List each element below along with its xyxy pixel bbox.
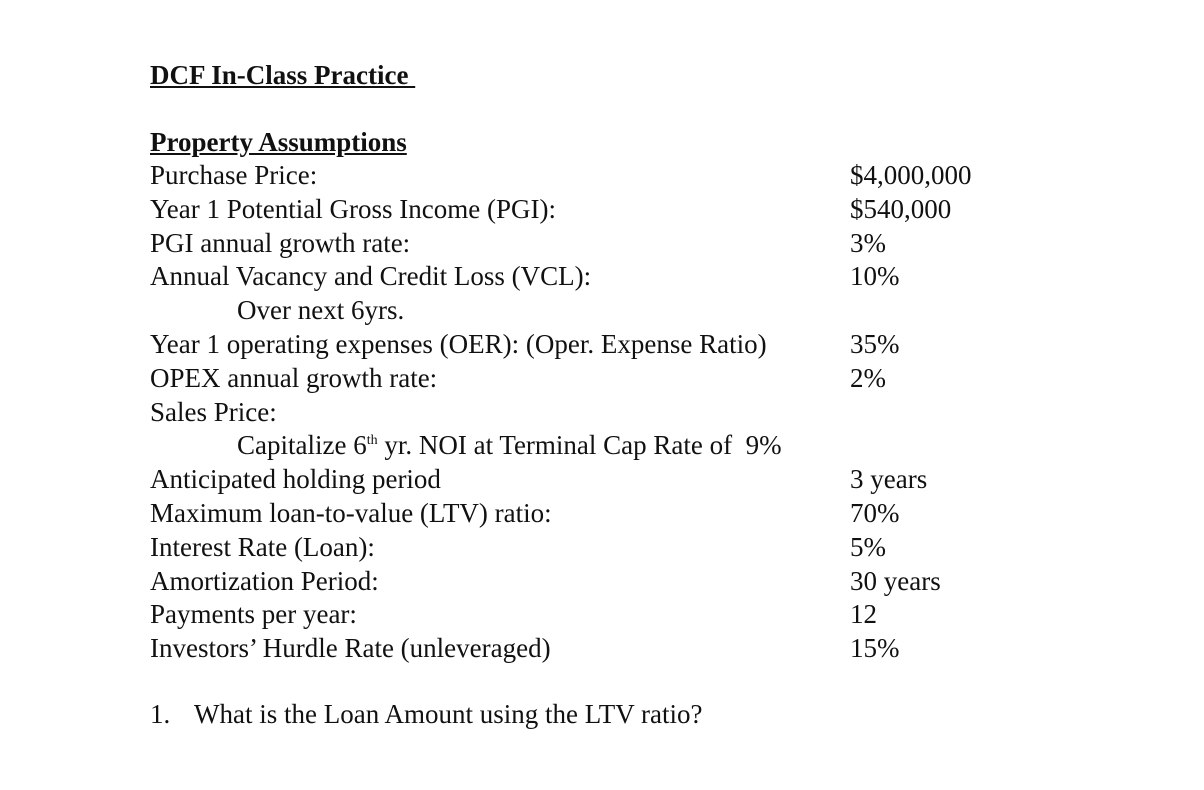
assumption-row xyxy=(150,632,1050,666)
assumption-row xyxy=(150,328,1050,362)
assumption-row xyxy=(150,193,1050,227)
section-heading: Property Assumptions xyxy=(150,127,407,157)
assumption-value: 30 years xyxy=(850,565,941,596)
assumption-row xyxy=(150,565,1050,599)
assumption-value: 15% xyxy=(850,633,900,664)
assumption-label: Maximum loan-to-value (LTV) ratio: xyxy=(150,497,552,528)
assumption-label: Sales Price: xyxy=(150,396,277,427)
assumption-label: Year 1 Potential Gross Income (PGI): xyxy=(150,193,556,224)
assumption-value: $540,000 xyxy=(850,193,952,224)
note-superscript: th xyxy=(366,433,378,449)
assumption-label: Anticipated holding period xyxy=(150,464,441,495)
assumption-label: Payments per year: xyxy=(150,599,357,630)
assumption-value: $4,000,000 xyxy=(850,160,972,190)
assumption-note: Over next 6yrs. xyxy=(237,295,405,326)
assumption-row-note xyxy=(150,429,1050,463)
assumption-row xyxy=(150,396,1050,430)
assumption-value: 5% xyxy=(850,531,886,562)
question-item xyxy=(150,697,702,731)
question-number: 1. xyxy=(150,699,171,729)
assumption-row xyxy=(150,159,1050,193)
assumption-row xyxy=(150,531,1050,565)
assumption-value: 3% xyxy=(850,227,886,258)
assumption-label: PGI annual growth rate: xyxy=(150,227,411,258)
assumption-value: 2% xyxy=(850,362,886,393)
question-text: What is the Loan Amount using the LTV ratio? xyxy=(194,699,703,729)
assumption-row xyxy=(150,497,1050,531)
assumption-label: Year 1 operating expenses (OER): (Oper. Expense Ratio) xyxy=(150,328,767,359)
assumption-label: Annual Vacancy and Credit Loss (VCL): xyxy=(150,261,592,292)
assumption-note xyxy=(237,429,782,463)
assumption-label: Interest Rate (Loan): xyxy=(150,531,375,562)
assumption-label: Purchase Price: xyxy=(150,160,318,190)
assumption-row xyxy=(150,463,1050,497)
assumption-value: 35% xyxy=(850,328,900,359)
assumption-label: Investors’ Hurdle Rate (unleveraged) xyxy=(150,633,551,664)
assumption-label: Amortization Period: xyxy=(150,565,379,596)
assumption-value: 3 years xyxy=(850,464,928,495)
assumption-row xyxy=(150,598,1050,632)
assumption-row xyxy=(150,362,1050,396)
note-suffix: yr. NOI at Terminal Cap Rate of 9% xyxy=(377,430,782,461)
document-title: DCF In-Class Practice xyxy=(150,60,416,90)
assumption-value: 70% xyxy=(850,497,900,528)
assumption-value: 10% xyxy=(850,261,900,292)
assumption-label: OPEX annual growth rate: xyxy=(150,362,438,393)
assumption-row xyxy=(150,227,1050,261)
assumption-row xyxy=(150,260,1050,294)
assumption-value: 12 xyxy=(850,599,877,630)
assumptions-list xyxy=(150,159,1050,666)
note-prefix: Capitalize 6 xyxy=(237,430,367,461)
assumption-row-note xyxy=(150,294,1050,328)
